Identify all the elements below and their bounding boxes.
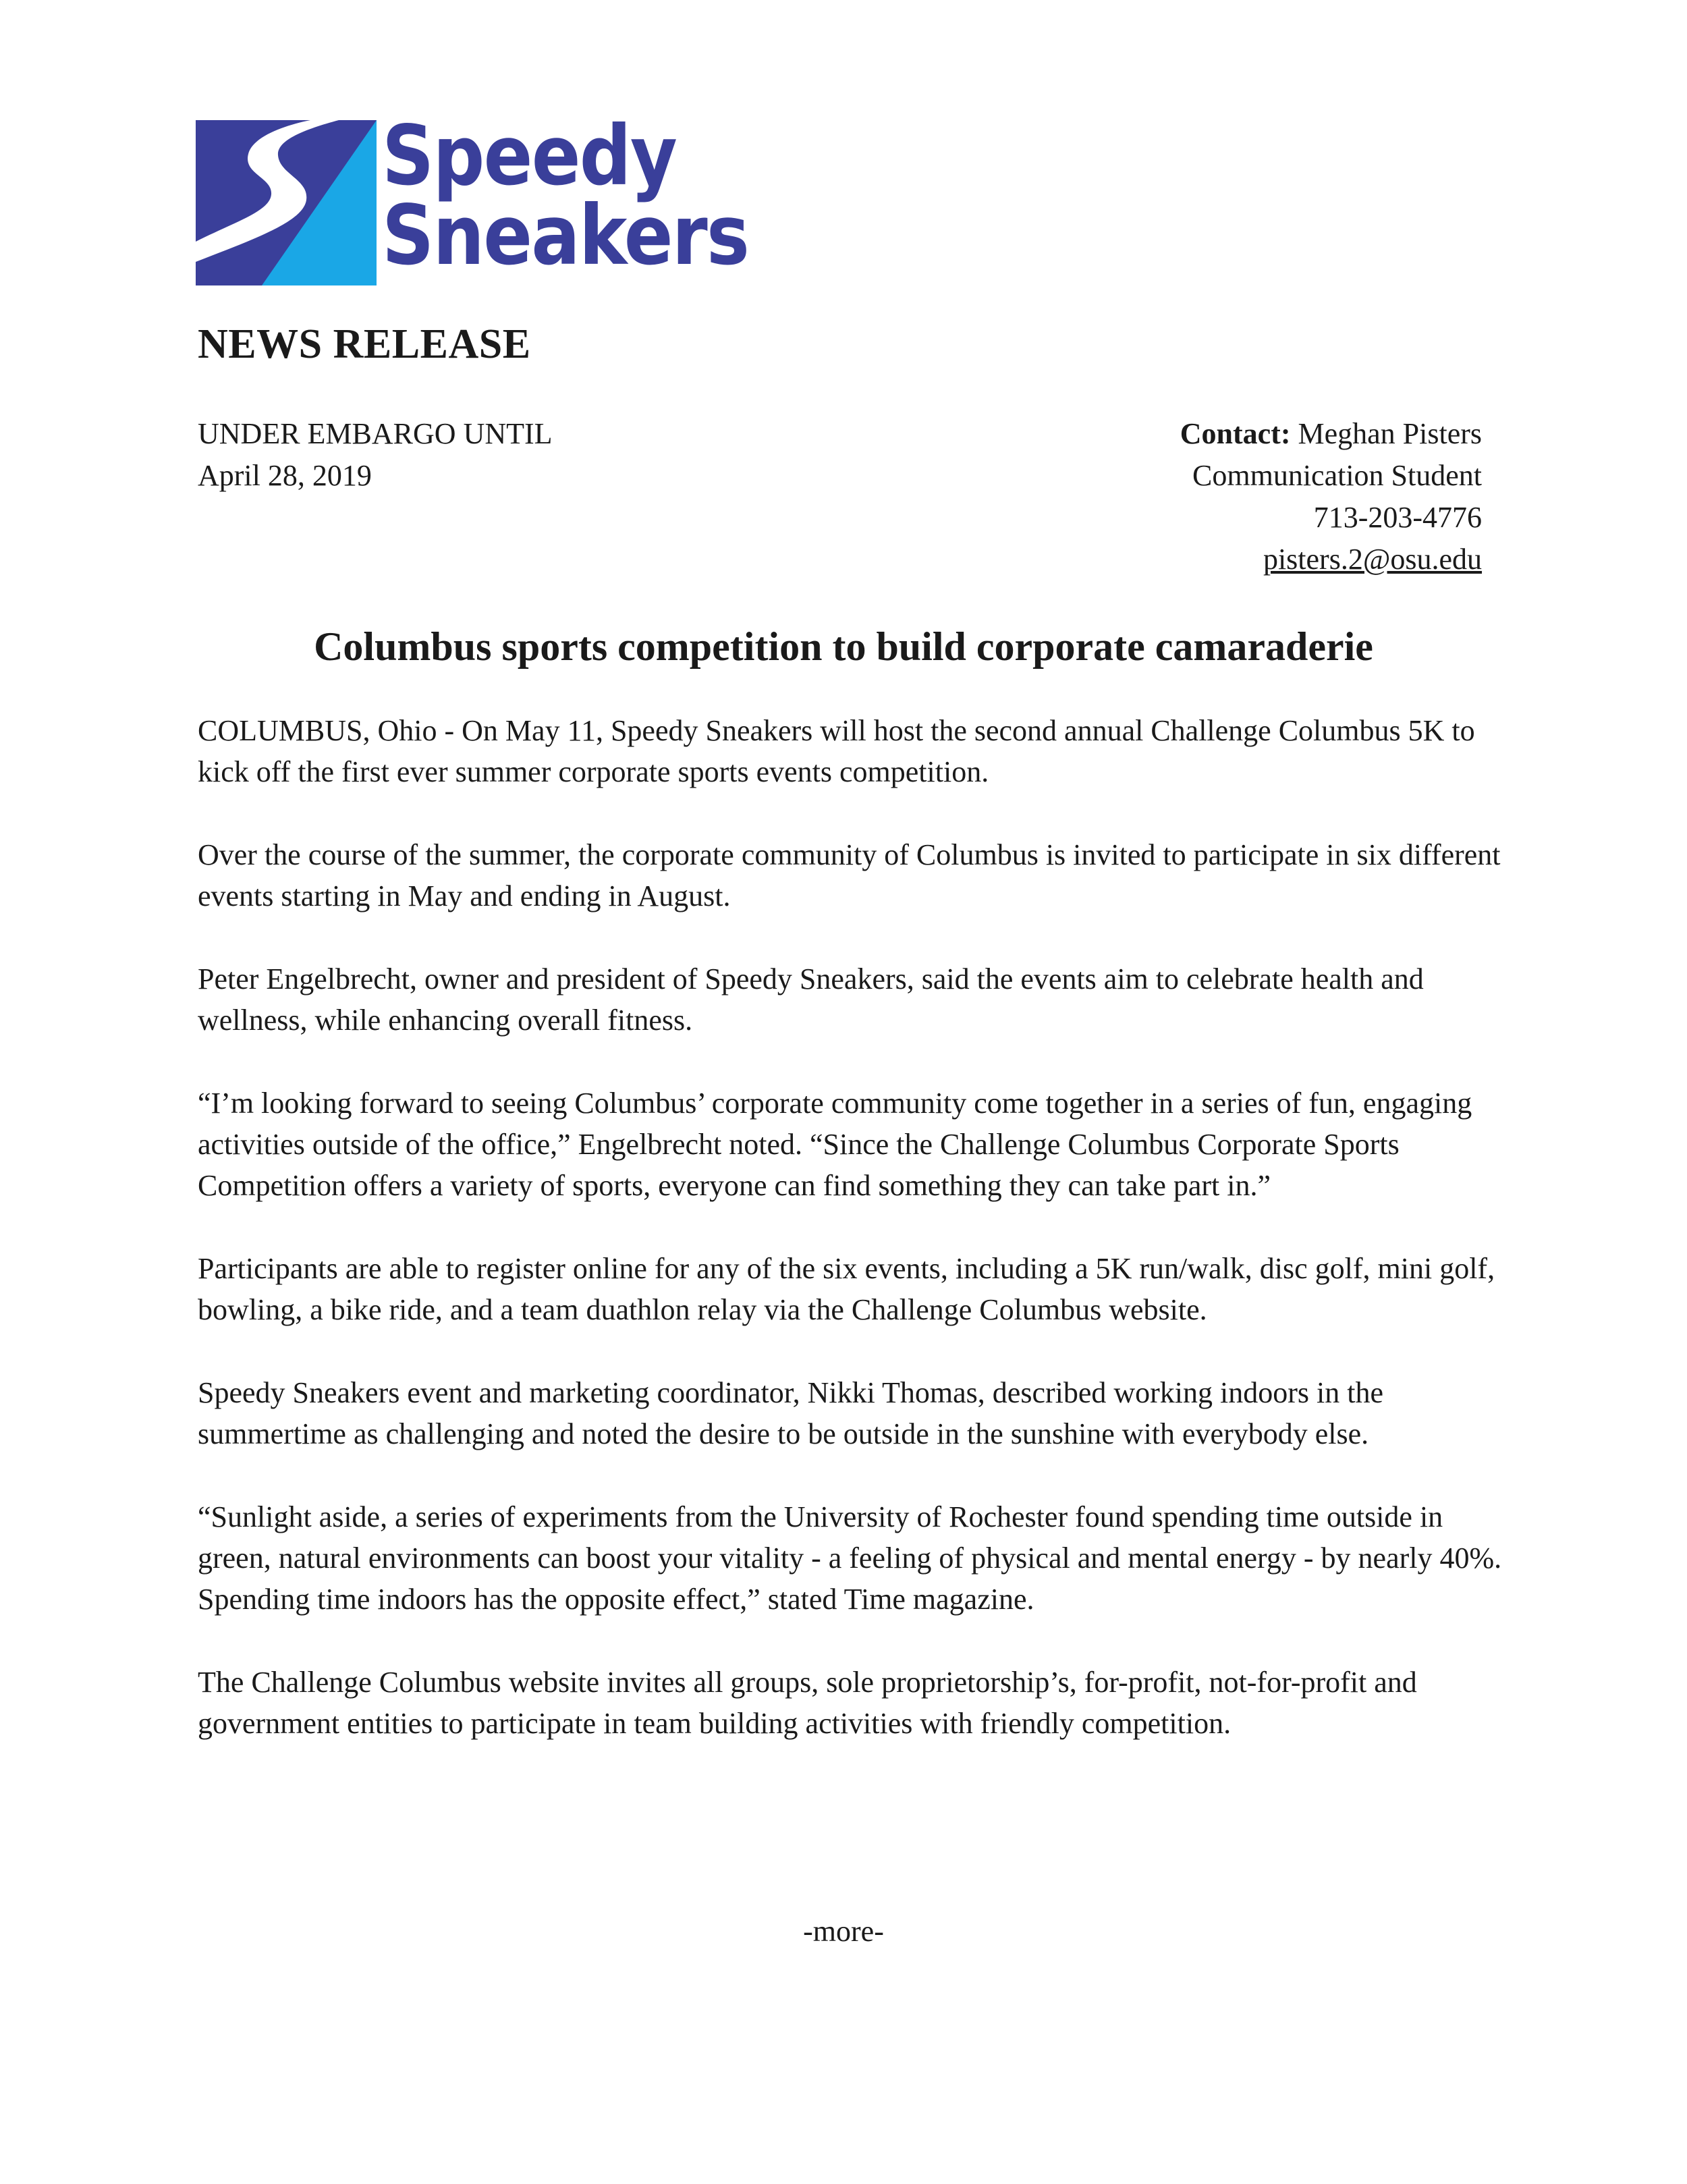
contact-label: Contact: <box>1180 417 1291 450</box>
paragraph: Peter Engelbrecht, owner and president of Speedy Sneakers, said the events aim to celebrate health and wellness, while enhancing overall fitness. <box>198 962 1424 1037</box>
paragraph: COLUMBUS, Ohio - On May 11, Speedy Sneakers will host the second annual Challenge Columbus 5K to kick off the first ever summer corporate sports events competition. <box>198 714 1475 788</box>
paragraph: The Challenge Columbus website invites all groups, sole proprietorship’s, for-profit, not-for-profit and government entities to participate in team building activities with friendly competition. <box>198 1666 1417 1740</box>
logo-mark-icon <box>196 120 377 285</box>
contact-block <box>1180 413 1482 580</box>
contact-phone: 713-203-4776 <box>1313 501 1482 534</box>
contact-line <box>1180 413 1482 455</box>
logo-wordmark <box>382 108 749 283</box>
paragraph: “I’m looking forward to seeing Columbus’ corporate community come together in a series of fun, engaging activities outside of the office,” Engelbrecht noted. “Since the Challenge Columbus Corporate Sports Competition offers a variety of sports, everyone can find something they can take part in.” <box>198 1087 1472 1202</box>
contact-name: Meghan Pisters <box>1298 417 1482 450</box>
paragraph: “Sunlight aside, a series of experiments from the University of Rochester found spending time outside in green, natural environments can boost your vitality - a feeling of physical and mental energy - by nearly 40%. Spending time indoors has the opposite effect,” stated Time magazine. <box>198 1500 1502 1616</box>
speedy-sneakers-logo <box>196 108 749 285</box>
more-indicator: -more- <box>803 1915 884 1948</box>
paragraph: Speedy Sneakers event and marketing coordinator, Nikki Thomas, described working indoors in the summertime as challenging and noted the desire to be outside in the sunshine with everybody else. <box>198 1376 1384 1450</box>
logo-line-2: Sneakers <box>382 188 749 283</box>
news-release-heading: NEWS RELEASE <box>198 321 531 367</box>
contact-email-link[interactable]: pisters.2@osu.edu <box>1263 543 1482 576</box>
headline: Columbus sports competition to build corporate camaraderie <box>314 624 1373 669</box>
article-body <box>198 710 1503 1786</box>
logo-line-1: Speedy <box>382 108 677 204</box>
contact-title: Communication Student <box>1192 459 1482 492</box>
embargo-block <box>198 413 553 497</box>
embargo-date: April 28, 2019 <box>198 459 372 492</box>
embargo-label: UNDER EMBARGO UNTIL <box>198 417 553 450</box>
paragraph: Participants are able to register online for any of the six events, including a 5K run/walk, disc golf, mini golf, bowling, a bike ride, and a team duathlon relay via the Challenge Columbus website. <box>198 1252 1495 1326</box>
paragraph: Over the course of the summer, the corporate community of Columbus is invited to participate in six different events starting in May and ending in August. <box>198 838 1501 912</box>
